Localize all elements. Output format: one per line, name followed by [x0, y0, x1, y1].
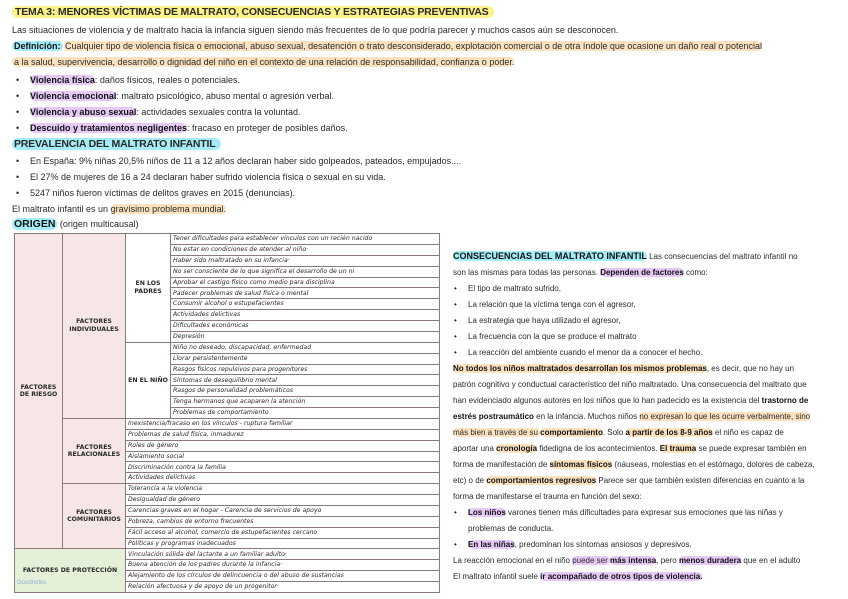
- table-cell: Políticas y programas inadecuados: [126, 538, 440, 549]
- text: el niño es capaz de: [712, 428, 784, 437]
- type-item: [30, 90, 334, 102]
- prevalence-item: • En España: 9% niñas 20,5% niños de 11 a 12 años declaran haber sido golpeados, pateados, empujados....: [30, 155, 461, 167]
- prevalence-item: • 5247 niños fueron víctimas de delitos graves en 2015 (denuncias).: [30, 187, 295, 199]
- highlight-bold: menos duradera: [678, 556, 742, 565]
- text: , predominan los síntomas ansiosos y depresivos.: [514, 540, 692, 549]
- factor-item: • La reacción del ambiente cuando el menor da a conocer el hecho.: [468, 345, 815, 361]
- type-term: Violencia física: [30, 75, 95, 85]
- en-el-nino-cell: EN EL NIÑO: [126, 342, 171, 418]
- table-cell: Actividades delictivas: [126, 473, 440, 484]
- text: , pero: [656, 556, 679, 565]
- highlight: puede ser: [572, 556, 610, 565]
- highlight-bold: comportamiento: [540, 428, 603, 437]
- table-cell: Aprobar el castigo físico como medio para disciplina: [171, 277, 440, 288]
- consequences-line: [453, 553, 815, 569]
- origin-heading-text: ORIGEN: [14, 218, 56, 230]
- text: La reacción emocional en el niño: [453, 556, 573, 565]
- definition-label: Definición:: [14, 41, 61, 51]
- highlight: no expresan lo que les ocurre verbalmente, sino: [639, 412, 811, 421]
- highlight-bold: comportamientos regresivos: [486, 476, 597, 485]
- consequences-line: [453, 265, 815, 281]
- highlight-bold: ir acompañado de otros tipos de violencia.: [540, 572, 703, 581]
- prevalence-heading: [12, 138, 221, 150]
- table-cell: Tener dificultades para establecer vínculos con un recién nacido: [171, 234, 440, 245]
- consequences-line: [453, 569, 815, 585]
- consequences-line: patrón cognitivo y conductual característico del niño maltratado. Una consecuencia del maltrato que: [453, 380, 807, 389]
- goodnotes-watermark: Goodnotes: [17, 580, 47, 586]
- factores-comunitarios-cell: FACTORES COMUNITARIOS: [63, 484, 126, 549]
- consequences-line: [453, 409, 815, 425]
- type-item: [30, 74, 240, 86]
- prevalence-summary: [12, 203, 226, 215]
- definition-text-1: Cualquier tipo de violencia física o emocional, abuso sexual, desatención o trato desconsiderado, explotación comercial o de otra índole que ocasione un daño real o potencial: [65, 41, 762, 51]
- origin-sub: (origen multicausal): [57, 219, 139, 229]
- highlight-bold: más intensa: [610, 556, 657, 565]
- highlight-bold: a partir de los 8-9 años: [625, 428, 713, 437]
- table-cell: Actividades delictivas: [171, 310, 440, 321]
- risk-factors-table: [14, 233, 440, 593]
- highlight-bold: El trauma: [659, 444, 697, 453]
- en-los-padres-cell: EN LOS PADRES: [126, 234, 171, 343]
- factor-item: • El tipo de maltrato sufrido,: [468, 281, 815, 297]
- consequences-section: [453, 248, 815, 585]
- type-text: : maltrato psicológico, abuso mental o agresión verbal.: [116, 91, 334, 101]
- table-cell: Tenga hermanos que acaparen la atención: [171, 397, 440, 408]
- consequences-line: [453, 248, 815, 265]
- text: El maltrato infantil suele: [453, 572, 541, 581]
- page-title-text: TEMA 3: MENORES VÍCTIMAS DE MALTRATO, CONSECUENCIAS Y ESTRATEGIAS PREVENTIVAS: [12, 6, 494, 18]
- highlight-bold: Los niños: [468, 508, 506, 517]
- text: son las mismas para todas las personas.: [453, 268, 601, 277]
- text: se puede expresar también en: [696, 444, 807, 453]
- intro-text: Las situaciones de violencia y de maltrato hacia la infancia siguen siendo más frecuentes de lo que podría parecer y muchos casos aún se desconocen.: [12, 25, 619, 35]
- highlight: más bien a través de su: [453, 428, 541, 437]
- table-row: [15, 549, 440, 560]
- table-cell: Haber sido maltratado en su infancia·: [171, 255, 440, 266]
- type-term: Violencia emocional: [30, 91, 117, 101]
- type-term: Violencia y abuso sexual: [30, 107, 137, 117]
- consequences-line: [453, 457, 815, 473]
- table-cell: Consumir alcohol o estupefacientes: [171, 299, 440, 310]
- table-cell: Discriminación contra la familia: [126, 462, 440, 473]
- consequences-line: problemas de conducta.: [468, 524, 554, 533]
- highlight-bold: En las niñas: [468, 540, 515, 549]
- table-cell: No ser consciente de lo que significa el desarrollo de un ni: [171, 266, 440, 277]
- text: que en el adulto: [741, 556, 801, 565]
- table-cell: Alejamiento de los círculos de delincuencia o del abuso de sustancias: [126, 571, 440, 582]
- factor-item: • La estrategia que haya utilizado el agresor,: [468, 313, 815, 329]
- table-cell: Inexistencia/fracaso en los vínculos - ruptura familiar: [126, 418, 440, 429]
- table-cell: Desigualdad de género: [126, 495, 440, 506]
- text: forma de manifestación de: [453, 460, 550, 469]
- table-cell: Pobreza, cambios de entorno frecuentes: [126, 516, 440, 527]
- definition-line-1: [12, 40, 762, 52]
- consequences-line: [453, 393, 815, 409]
- summary-text: El maltrato infantil es un: [12, 204, 111, 214]
- table-cell: Tolerancia a la violencia: [126, 484, 440, 495]
- table-cell: Niño no deseado, discapacidad, enfermedad: [171, 342, 440, 353]
- table-cell: Buena atención de los padres durante la infancia·: [126, 560, 440, 571]
- bold-text: trastorno de: [761, 396, 809, 405]
- type-text: : actividades sexuales contra la voluntad.: [136, 107, 301, 117]
- type-text: : daños físicos, reales o potenciales.: [94, 75, 240, 85]
- highlight-bold: síntomas físicos: [549, 460, 613, 469]
- factores-de-riesgo-cell: FACTORES DE RIESGO: [15, 234, 63, 549]
- text: aportar una: [453, 444, 497, 453]
- highlight-bold: cronología: [496, 444, 538, 453]
- table-cell: Problemas de salud física, inmadurez: [126, 429, 440, 440]
- highlight: No todos los niños maltratados desarrollan los mismos problemas: [453, 364, 707, 373]
- table-cell: Rasgos físicos repulsivos para progenitores: [171, 364, 440, 375]
- type-item: [30, 122, 348, 134]
- table-cell: Carencias graves en el hogar - Carencia de servicios de apoyo: [126, 505, 440, 516]
- definition-line-2: [12, 56, 514, 68]
- origin-heading: [12, 218, 138, 230]
- consequences-line: [453, 441, 815, 457]
- type-item: [30, 106, 301, 118]
- table-cell: Dificultades económicas: [171, 321, 440, 332]
- table-cell: Fácil acceso al alcohol, comercio de estupefacientes cercano: [126, 527, 440, 538]
- sex-item: [468, 505, 815, 521]
- prevalence-heading-text: PREVALENCIA DEL MALTRATO INFANTIL: [12, 138, 221, 150]
- table-cell: Padecer problemas de salud física o mental: [171, 288, 440, 299]
- sex-item: [468, 537, 815, 553]
- table-cell: Relación afectuosa y de apoyo de un progenitor·: [126, 582, 440, 593]
- table-cell: Vinculación sólida del lactante a un familiar adulto·: [126, 549, 440, 560]
- text: (náuseas, molestias en el estómago, dolores de cabeza,: [612, 460, 815, 469]
- text: han evidenciado algunos autores en los niños que lo han padecido es la existencia del: [453, 396, 762, 405]
- factores-de-proteccion-cell: FACTORES DE PROTECCIÓN: [15, 549, 126, 593]
- consequences-line: [453, 425, 815, 441]
- table-cell: Síntomas de desequilibrio mental: [171, 375, 440, 386]
- text: . Solo: [602, 428, 626, 437]
- factor-item: • La relación que la víctima tenga con el agresor,: [468, 297, 815, 313]
- text: fidedigna de los acontecimientos.: [537, 444, 660, 453]
- prevalence-item: • El 27% de mujeres de 16 a 24 declaran haber sufrido violencia física o sexual en su vida.: [30, 171, 386, 183]
- highlight: Dependen de factores: [600, 268, 684, 277]
- factor-item: • La frecuencia con la que se produce el maltrato: [468, 329, 815, 345]
- text: Parece ser que también existen diferencias en cuanto a la: [596, 476, 805, 485]
- factores-individuales-cell: FACTORES INDIVIDUALES: [63, 234, 126, 419]
- table-cell: Problemas de comportamiento: [171, 408, 440, 419]
- page-title: [12, 6, 494, 18]
- type-term: Descuido y tratamientos negligentes: [30, 123, 188, 133]
- text: en la infancia. Muchos niños: [533, 412, 640, 421]
- bold-text: estrés postraumático: [453, 412, 534, 421]
- type-text: : fracaso en proteger de posibles daños.: [187, 123, 348, 133]
- text: Las consecuencias del maltrato infantil no: [646, 252, 798, 261]
- table-row: [15, 234, 440, 245]
- summary-highlight: gravísimo problema mundial.: [110, 204, 227, 214]
- text: , es decir, que no hay un: [706, 364, 795, 373]
- consequences-line: [453, 361, 815, 377]
- definition-text-2: a la salud, supervivencia, desarrollo o dignidad del niño en el contexto de una relación de responsabilidad, confianza o poder.: [14, 57, 515, 67]
- table-cell: Llorar persistentemente: [171, 353, 440, 364]
- table-cell: Aislamiento social: [126, 451, 440, 462]
- consequences-heading: CONSECUENCIAS DEL MALTRATO INFANTIL: [453, 251, 647, 261]
- table-row: [15, 484, 440, 495]
- table-row: [15, 418, 440, 429]
- consequences-line: [453, 473, 815, 489]
- consequences-line: forma de manifestarse el trauma en función del sexo:: [453, 492, 642, 501]
- table-cell: Roles de género: [126, 440, 440, 451]
- factores-relacionales-cell: FACTORES RELACIONALES: [63, 418, 126, 483]
- table-cell: Rasgos de personalidad problemáticos: [171, 386, 440, 397]
- text: etc) o de: [453, 476, 487, 485]
- text: varones tienen más dificultades para expresar sus emociones que las niñas y: [505, 508, 783, 517]
- table-cell: No estar en condiciones de atender al niño·: [171, 244, 440, 255]
- table-cell: Depresión: [171, 331, 440, 342]
- text: como:: [683, 268, 708, 277]
